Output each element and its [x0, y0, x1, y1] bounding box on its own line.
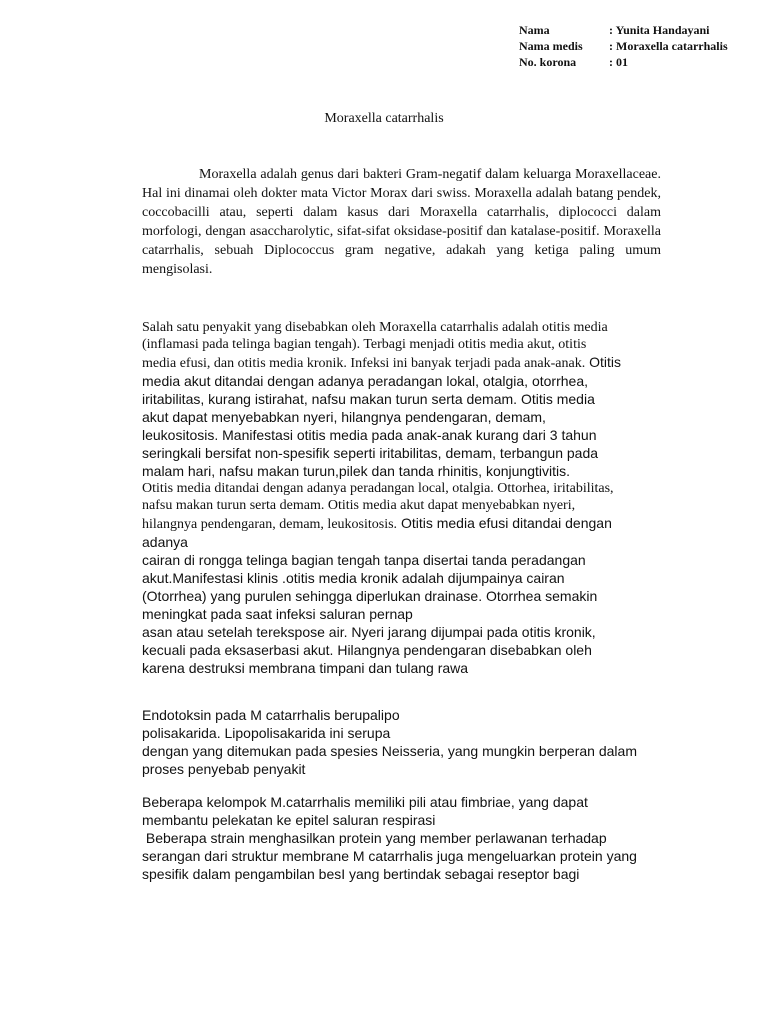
text-line: spesifik dalam pengambilan besI yang bertindak sebagai reseptor bagi: [142, 866, 580, 882]
header-row-name: [519, 22, 728, 38]
header-row-korona: [519, 54, 728, 70]
text-line: nafsu makan turun serta demam. Otitis media akut dapat menyebabkan nyeri,: [142, 498, 576, 513]
text-line: kecuali pada eksaserbasi akut. Hilangnya pendengaran disebabkan oleh: [142, 642, 592, 658]
text-segment: media efusi, dan otitis media kronik. Infeksi ini banyak terjadi pada anak-anak.: [142, 356, 586, 371]
text-line: malam hari, nafsu makan turun,pilek dan tanda rhinitis, konjungtivitis.: [142, 463, 570, 479]
text-line: akut dapat menyebabkan nyeri, hilangnya pendengaran, demam,: [142, 409, 546, 425]
header-label: No. korona: [519, 55, 577, 69]
text-line: (Otorrhea) yang purulen sehingga diperlukan drainase. Otorrhea semakin: [142, 588, 598, 604]
text-line: asan atau setelah terekspose air. Nyeri jarang dijumpai pada otitis kronik,: [142, 624, 596, 640]
text-line: iritabilitas, kurang istirahat, nafsu makan turun serta demam. Otitis media: [142, 391, 595, 407]
text-line: (inflamasi pada telinga bagian tengah). Terbagi menjadi otitis media akut, otitis: [142, 337, 587, 352]
text-line: [142, 353, 682, 372]
text-line: polisakarida. Lipopolisakarida ini serupa: [142, 725, 391, 741]
text-line: dengan yang ditemukan pada spesies Neisseria, yang mungkin berperan dalam: [142, 743, 637, 759]
text-line: karena destruksi membrana timpani dan tulang rawa: [142, 660, 469, 676]
paragraph-otitis: [142, 319, 682, 677]
paragraph-pili: [142, 793, 702, 883]
text-line: Beberapa strain menghasilkan protein yang member perlawanan terhadap: [142, 830, 607, 846]
text-line: Otitis media ditandai dengan adanya peradangan local, otalgia. Ottorhea, iritabilitas,: [142, 481, 614, 496]
text-segment: Otitis media efusi ditandai dengan: [397, 515, 612, 531]
text-line: media akut ditandai dengan adanya peradangan lokal, otalgia, otorrhea,: [142, 373, 588, 389]
text-line: Salah satu penyakit yang disebabkan oleh Moraxella catarrhalis adalah otitis media: [142, 320, 608, 335]
header-row-medical-name: [519, 38, 728, 54]
text-line: proses penyebab penyakit: [142, 761, 306, 777]
text-line: adanya: [142, 534, 188, 550]
document-title: Moraxella catarrhalis: [324, 111, 444, 126]
header-label: Nama: [519, 23, 550, 37]
text-segment: Otitis: [585, 354, 621, 370]
paragraph-intro: Moraxella adalah genus dari bakteri Gram-negatif dalam keluarga Moraxellaceae. Hal ini dinamai oleh dokter mata Victor Morax dari swiss. Moraxella adalah batang pendek, coccobacilli atau, seperti dalam kasus dari Moraxella catarrhalis, diplococci dalam morfologi, dengan asaccharolytic, sifat-sifat oksidase-positif dan katalase-positif. Moraxella catarrhalis, sebuah Diplococcus gram negative, adakah yang ketiga paling umum mengisolasi.: [142, 167, 661, 277]
text-line: leukositosis. Manifestasi otitis media pada anak-anak kurang dari 3 tahun: [142, 427, 597, 443]
text-line: seringkali bersifat non-spesifik seperti iritabilitas, demam, terbangun pada: [142, 445, 599, 461]
header-value: : 01: [609, 54, 628, 70]
text-line: membantu pelekatan ke epitel saluran respirasi: [142, 812, 436, 828]
text-line: Endotoksin pada M catarrhalis berupalipo: [142, 707, 400, 723]
identity-header: [519, 22, 728, 70]
header-value: : Moraxella catarrhalis: [609, 38, 728, 54]
text-line: meningkat pada saat infeksi saluran pernap: [142, 606, 413, 622]
paragraph-endotoxin: [142, 706, 702, 778]
header-value: : Yunita Handayani: [609, 22, 710, 38]
text-line: serangan dari struktur membrane M catarrhalis juga mengeluarkan protein yang: [142, 848, 637, 864]
text-segment: hilangnya pendengaran, demam, leukositosis.: [142, 517, 398, 532]
header-label: Nama medis: [519, 39, 583, 53]
text-line: cairan di rongga telinga bagian tengah tanpa disertai tanda peradangan: [142, 552, 586, 568]
text-line: Beberapa kelompok M.catarrhalis memiliki pili atau fimbriae, yang dapat: [142, 794, 588, 810]
text-line: akut.Manifestasi klinis .otitis media kronik adalah dijumpainya cairan: [142, 570, 565, 586]
text-line: [142, 514, 682, 533]
